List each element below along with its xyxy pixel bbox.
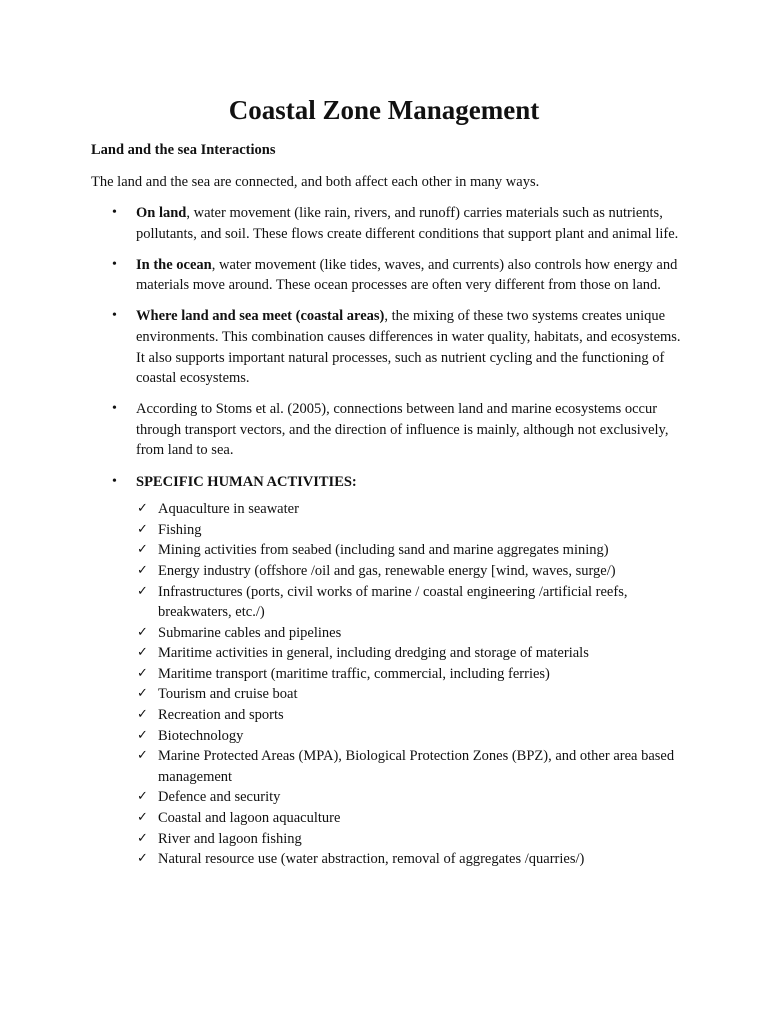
- check-icon: ✓: [137, 542, 148, 558]
- bullet-item-stoms-citation: [91, 399, 691, 461]
- activity-item: [136, 520, 691, 541]
- check-icon: ✓: [137, 583, 148, 599]
- check-icon: ✓: [137, 727, 148, 743]
- activity-item: [136, 561, 691, 582]
- check-icon: ✓: [137, 624, 148, 640]
- check-icon: ✓: [137, 645, 148, 661]
- check-icon: ✓: [137, 501, 148, 517]
- check-icon: ✓: [137, 830, 148, 846]
- check-icon: ✓: [137, 851, 148, 867]
- activity-item: [136, 787, 691, 808]
- activity-item: [136, 582, 691, 623]
- bullet-icon: •: [112, 256, 117, 272]
- activity-text: Infrastructures (ports, civil works of marine / coastal engineering /artificial reefs, breakwaters, etc./): [158, 583, 628, 621]
- activity-item: [136, 829, 691, 850]
- activity-text: River and lagoon fishing: [158, 830, 302, 847]
- section-heading: Land and the sea Interactions: [91, 142, 276, 158]
- activity-item: [136, 808, 691, 829]
- bullet-bold-label: Where land and sea meet (coastal areas): [136, 308, 385, 325]
- activity-text: Biotechnology: [158, 727, 244, 744]
- activity-text: Natural resource use (water abstraction, removal of aggregates /quarries/): [158, 851, 585, 868]
- bullet-item-on-land: [91, 203, 691, 244]
- activity-item: [136, 705, 691, 726]
- activity-item: [136, 726, 691, 747]
- activity-text: Maritime transport (maritime traffic, commercial, including ferries): [158, 665, 550, 682]
- bullet-text: , the mixing of these two systems creates unique environments. This combination causes differences in water quality, habitats, and ecosystems. It also supports important natural processes, such as nutrient cycling and the functioning of coastal ecosystems.: [136, 308, 681, 387]
- activity-text: Submarine cables and pipelines: [158, 624, 342, 641]
- bullet-text: According to Stoms et al. (2005), connections between land and marine ecosystems occur through transport vectors, and the direction of influence is mainly, although not exclusively, from land to sea.: [136, 401, 669, 459]
- activity-text: Aquaculture in seawater: [158, 501, 299, 518]
- bullet-item-in-the-ocean: [91, 255, 691, 296]
- activity-text: Fishing: [158, 521, 202, 538]
- bullet-icon: •: [112, 401, 117, 417]
- activity-text: Energy industry (offshore /oil and gas, renewable energy [wind, waves, surge/): [158, 562, 616, 579]
- activity-text: Maritime activities in general, including dredging and storage of materials: [158, 645, 589, 662]
- check-icon: ✓: [137, 686, 148, 702]
- activity-item: [136, 499, 691, 520]
- check-icon: ✓: [137, 521, 148, 537]
- check-icon: ✓: [137, 748, 148, 764]
- activity-text: Recreation and sports: [158, 707, 284, 724]
- activity-item: [136, 643, 691, 664]
- check-icon: ✓: [137, 562, 148, 578]
- activity-item: [136, 746, 691, 787]
- bullet-icon: •: [112, 205, 117, 220]
- bullet-item-human-activities: [91, 472, 691, 870]
- activity-item: [136, 849, 691, 870]
- bullet-text: , water movement (like tides, waves, and currents) also controls how energy and materials move around. These ocean processes are often very different from those on land.: [136, 256, 678, 294]
- activity-item: [136, 664, 691, 685]
- bullet-list: [91, 203, 691, 880]
- bullet-bold-label: On land: [136, 205, 187, 221]
- activity-text: Defence and security: [158, 789, 281, 806]
- bullet-icon: •: [112, 308, 117, 324]
- check-icon: ✓: [137, 665, 148, 681]
- check-icon: ✓: [137, 810, 148, 826]
- check-icon: ✓: [137, 707, 148, 723]
- bullet-item-coastal-areas: [91, 306, 691, 388]
- activity-item: [136, 684, 691, 705]
- activity-text: Coastal and lagoon aquaculture: [158, 810, 341, 827]
- bullet-bold-label: SPECIFIC HUMAN ACTIVITIES:: [136, 473, 357, 490]
- bullet-icon: •: [112, 473, 117, 489]
- bullet-text: , water movement (like rain, rivers, and runoff) carries materials such as nutrients, pollutants, and soil. These flows create different conditions that support plant and animal life.: [136, 205, 679, 242]
- activity-text: Marine Protected Areas (MPA), Biological Protection Zones (BPZ), and other area based management: [158, 748, 675, 785]
- activity-item: [136, 623, 691, 644]
- activity-text: Mining activities from seabed (including sand and marine aggregates mining): [158, 542, 609, 559]
- bullet-bold-label: In the ocean: [136, 256, 212, 273]
- document-title: Coastal Zone Management: [228, 95, 540, 125]
- activity-checklist: [136, 499, 691, 870]
- activity-item: [136, 540, 691, 561]
- intro-paragraph: The land and the sea are connected, and both affect each other in many ways.: [91, 174, 540, 190]
- activity-text: Tourism and cruise boat: [158, 686, 298, 703]
- check-icon: ✓: [137, 789, 148, 805]
